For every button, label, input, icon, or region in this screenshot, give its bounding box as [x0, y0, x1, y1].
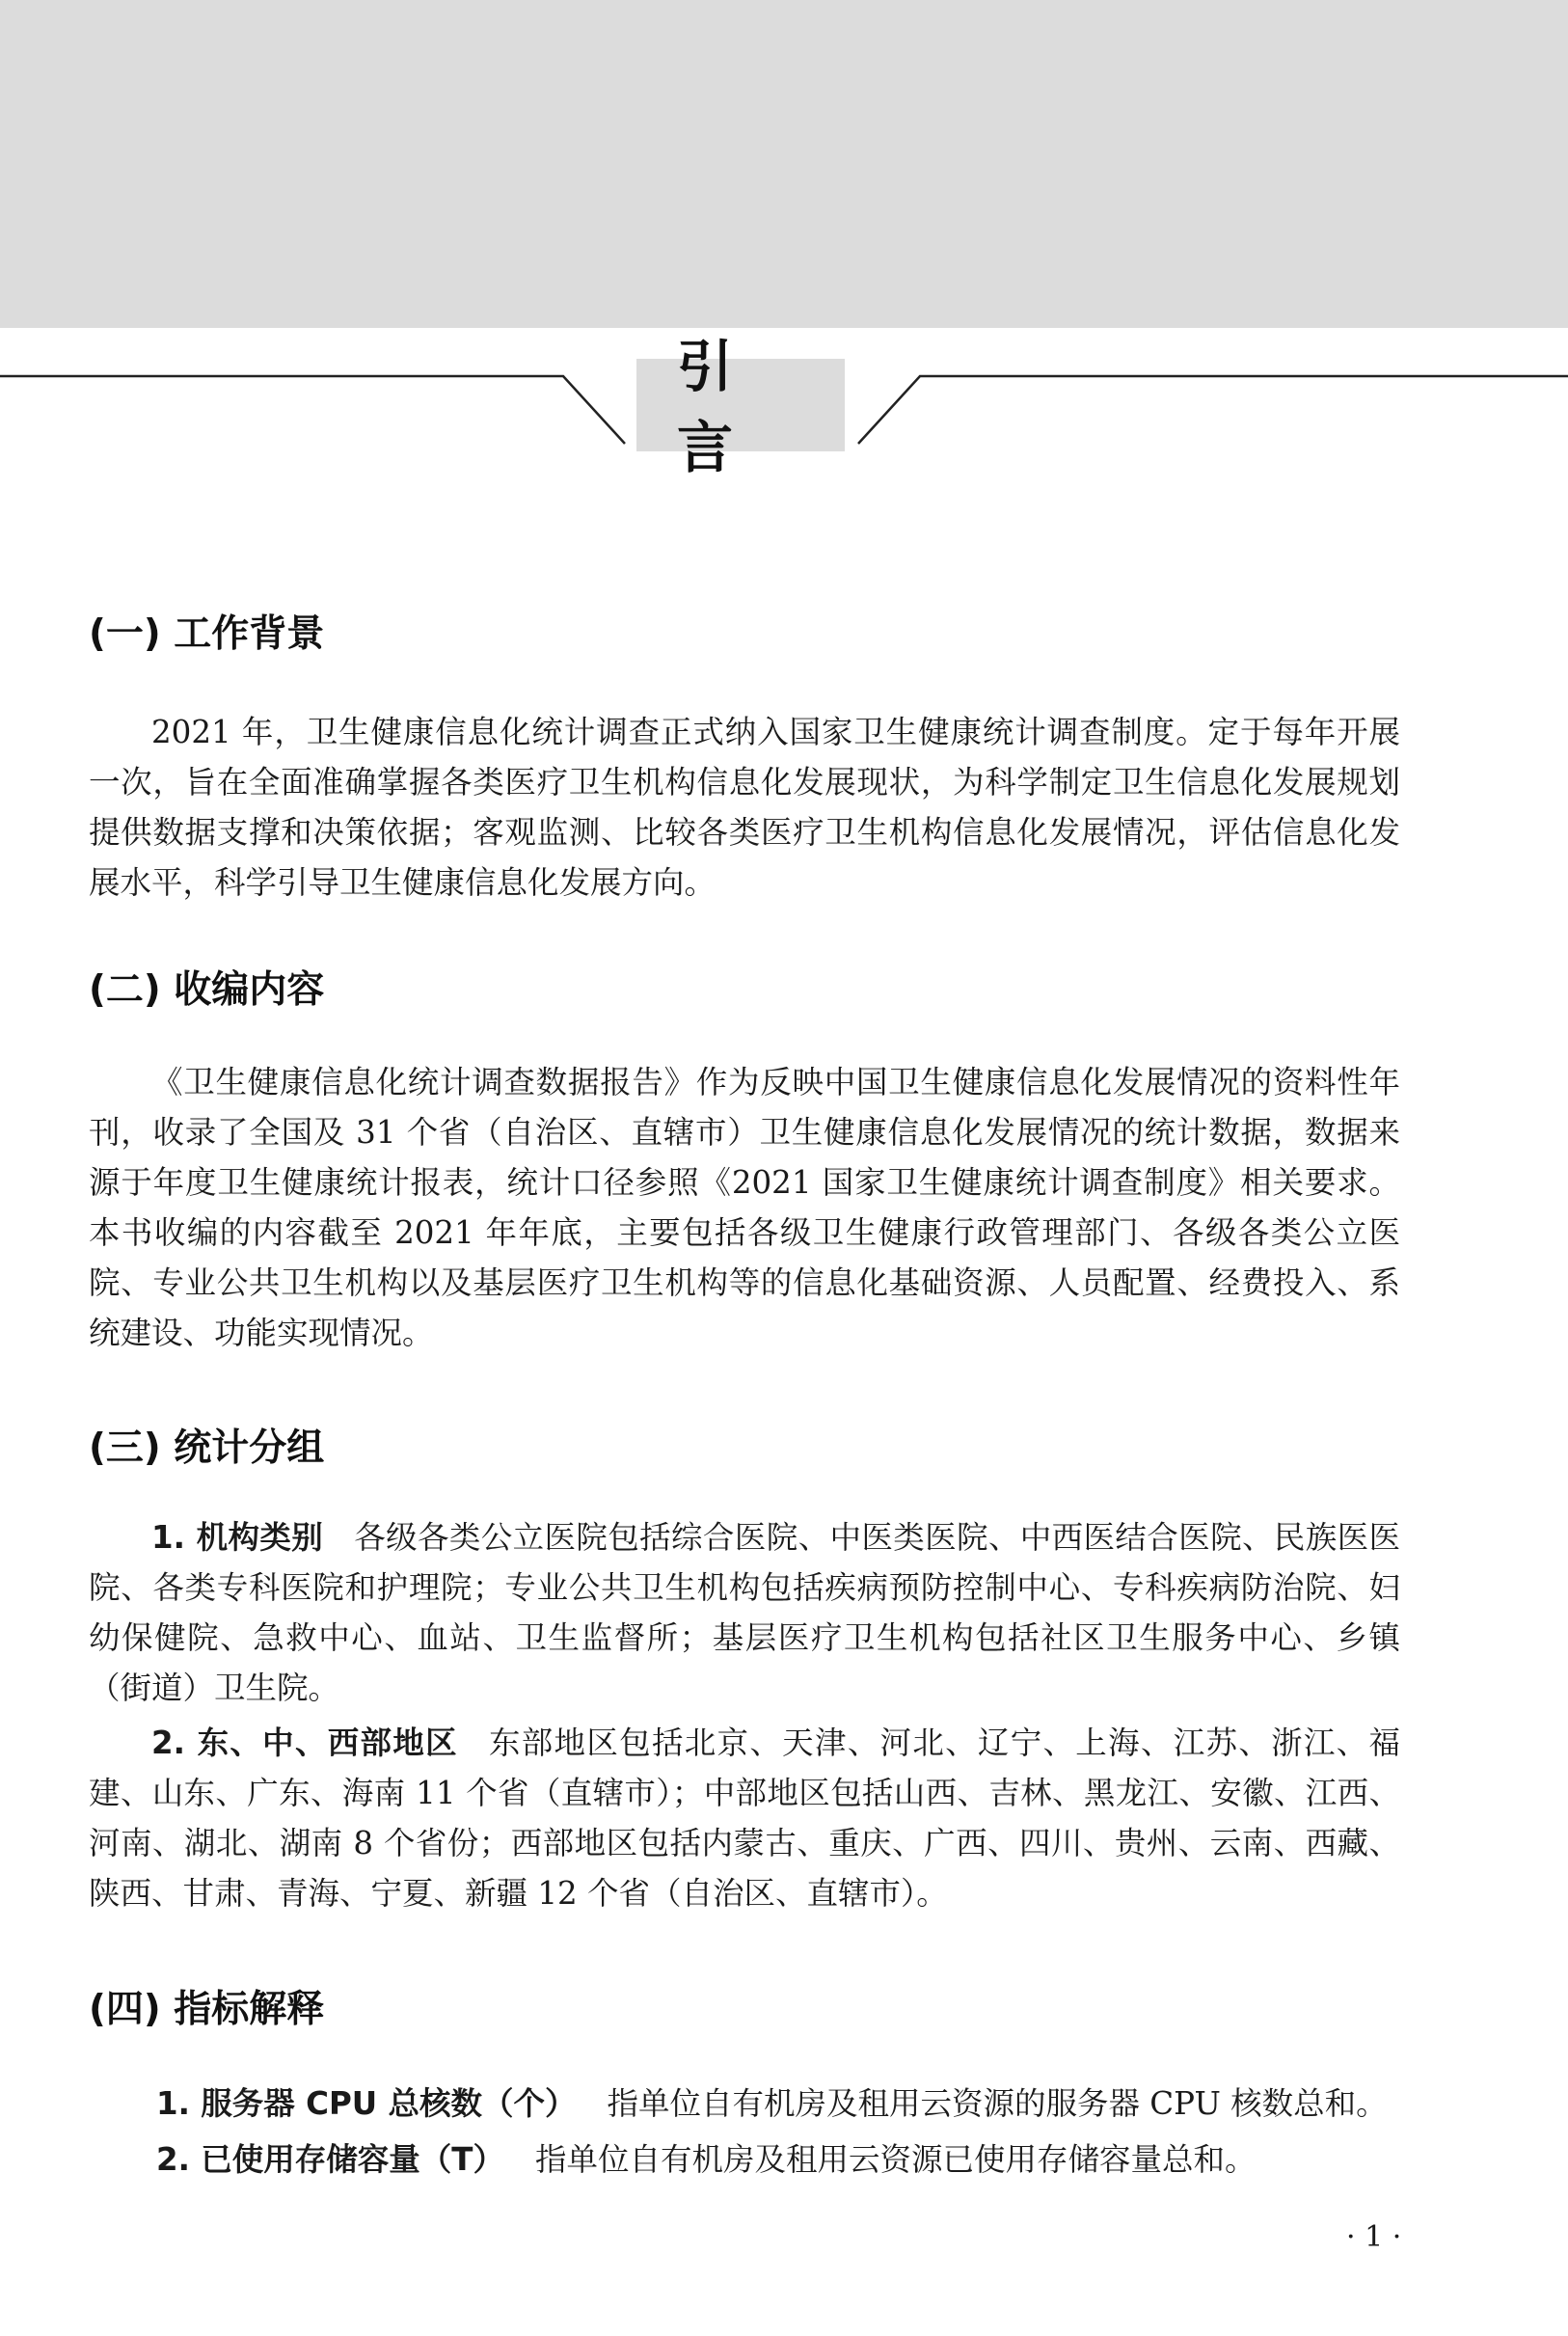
section-heading-grouping: (三) 统计分组 — [89, 1426, 325, 1470]
item-text: 指单位自有机房及租用云资源的服务器 CPU 核数总和。 — [607, 2085, 1388, 2122]
section-heading-indicators: (四) 指标解释 — [89, 1988, 325, 2031]
item-term: 1. 服务器 CPU 总核数（个） — [156, 2085, 577, 2122]
item-term: 2. 东、中、西部地区 — [151, 1725, 458, 1761]
paragraph-background: 2021 年，卫生健康信息化统计调查正式纳入国家卫生健康统计调查制度。定于每年开展一次，旨在全面准确掌握各类医疗卫生机构信息化发展现状，为科学制定卫生信息化发展规划提供数据支撑和决策依据；客观监测、比较各类医疗卫生机构信息化发展情况，评估信息化发展水平，科学引导卫生健康信息化发展方向。 — [89, 714, 1400, 901]
item-text: 各级各类公立医院包括综合医院、中医类医院、中西医结合医院、民族医医院、各类专科医院和护理院；专业公共卫生机构包括疾病预防控制中心、专科疾病防治院、妇幼保健院、急救中心、血站、卫生监督所；基层医疗卫生机构包括社区卫生服务中心、乡镇（街道）卫生院。 — [89, 1519, 1400, 1706]
page-title: 引言 — [677, 334, 774, 480]
item-text: 东部地区包括北京、天津、河北、辽宁、上海、江苏、浙江、福建、山东、广东、海南 11 个省（直辖市）；中部地区包括山西、吉林、黑龙江、安徽、江西、河南、湖北、湖南 8 个省份；西部地区包括内蒙古、重庆、广西、四川、贵州、云南、西藏、陕西、甘肃、青海、宁夏、新疆 12 个省（自治区、直辖市）。 — [89, 1725, 1400, 1912]
list-item-regions — [89, 1718, 1400, 1918]
paragraph-contents: 《卫生健康信息化统计调查数据报告》作为反映中国卫生健康信息化发展情况的资料性年刊，收录了全国及 31 个省（自治区、直辖市）卫生健康信息化发展情况的统计数据，数据来源于年度卫生健康统计报表，统计口径参照《2021 国家卫生健康统计调查制度》相关要求。本书收编的内容截至 2021 年年底，主要包括各级卫生健康行政管理部门、各级各类公立医院、专业公共卫生机构以及基层医疗卫生机构等的信息化基础资源、人员配置、经费投入、系统建设、功能实现情况。 — [89, 1064, 1400, 1351]
item-term: 1. 机构类别 — [151, 1519, 324, 1556]
page-number: · 1 · — [1346, 2220, 1402, 2254]
list-item-institution-category — [89, 1512, 1400, 1713]
list-item-storage — [156, 2134, 1410, 2185]
item-text: 指单位自有机房及租用云资源已使用存储容量总和。 — [534, 2141, 1257, 2178]
list-item-cpu-cores — [156, 2078, 1410, 2129]
item-term: 2. 已使用存储容量（T） — [156, 2141, 504, 2178]
section-heading-background: (一) 工作背景 — [89, 612, 325, 656]
section-heading-contents: (二) 收编内容 — [89, 968, 325, 1012]
top-gray-band — [0, 0, 1568, 328]
